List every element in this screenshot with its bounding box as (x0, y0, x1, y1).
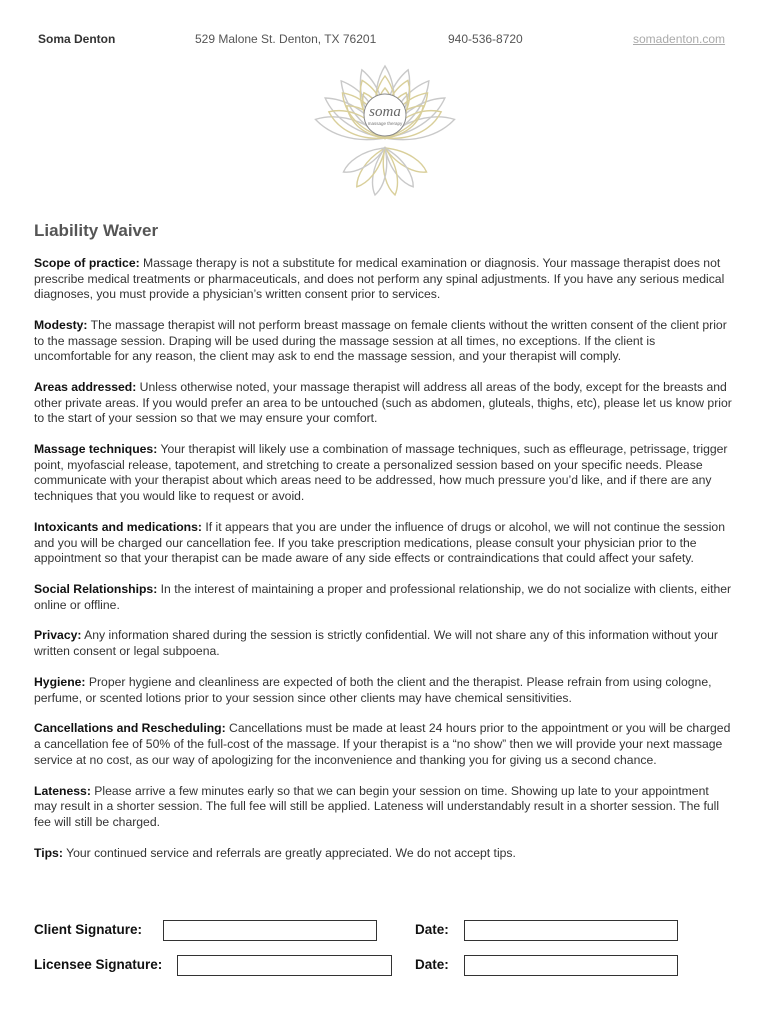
lotus-logo (295, 58, 475, 208)
section-text: Any information shared during the session is strictly confidential. We will not share any of this information without your written consent or legal subpoena. (34, 628, 718, 659)
section-privacy (34, 628, 734, 659)
section-text: Your therapist will likely use a combination of massage techniques, such as effleurage, petrissage, trigger point, myofascial release, tapotement, and stretching to create a personalized session based on your specific needs. Please communicate with your therapist about which areas need to be addressed, how much pressure you’d like, and if there are any techniques that you would like to request or avoid. (34, 442, 728, 504)
licensee-signature-field[interactable] (177, 955, 392, 976)
section-text: Please arrive a few minutes early so that we can begin your session on time. Showing up late to your appointment may result in a shorter session. The full fee will still be applied. Lateness will understandably result in a shorter session. The full fee will still be charged. (34, 783, 720, 829)
business-address: 529 Malone St. Denton, TX 76201 (195, 32, 377, 46)
licensee-signature-row (34, 955, 734, 977)
section-tips (34, 846, 734, 862)
licensee-date-field[interactable] (464, 955, 678, 976)
client-date-field[interactable] (464, 920, 678, 941)
section-modesty (34, 318, 734, 365)
section-text: Your continued service and referrals are greatly appreciated. We do not accept tips. (62, 845, 516, 860)
page-title: Liability Waiver (34, 221, 159, 240)
section-hygiene (34, 675, 734, 706)
licensee-signature-label: Licensee Signature: (34, 957, 163, 972)
section-cancellations (34, 721, 734, 768)
client-date-label: Date: (415, 922, 449, 937)
section-intoxicants (34, 520, 734, 567)
section-heading: Lateness: (34, 783, 91, 798)
waiver-sections (34, 256, 734, 876)
section-text: Massage therapy is not a substitute for medical examination or diagnosis. Your massage therapist does not prescribe medical treatments or pharmaceuticals, and does not perform any spinal adjustments. If you have any serious medical diagnoses, you must provide a physician’s written consent prior to services. (34, 256, 725, 302)
licensee-date-label: Date: (415, 957, 449, 972)
section-heading: Cancellations and Rescheduling: (34, 721, 226, 736)
section-heading: Privacy: (34, 628, 82, 643)
section-social (34, 582, 734, 613)
section-heading: Intoxicants and medications: (34, 519, 202, 534)
lotus-logo-graphic (295, 58, 475, 208)
section-heading: Tips: (34, 845, 63, 860)
section-heading: Social Relationships: (34, 581, 158, 596)
logo-tagline: massage therapy (367, 121, 403, 126)
logo-word: soma (369, 104, 401, 120)
section-text: The massage therapist will not perform breast massage on female clients without the written consent of the client prior to the massage session. Draping will be used during the massage session at all times, no exceptions. If the client is uncomfortable for any reason, the client may ask to end the massage session, and your therapist will comply. (34, 318, 727, 364)
section-text: Proper hygiene and cleanliness are expected of both the client and the therapist. Please refrain from using cologne, perfume, or scented lotions prior to your session since other clients may have chemical sensitivities. (34, 674, 712, 705)
client-signature-label: Client Signature: (34, 922, 143, 937)
client-signature-row (34, 920, 734, 942)
section-areas (34, 380, 734, 427)
section-text: If it appears that you are under the influence of drugs or alcohol, we will not continue the session and you will be charged our cancellation fee. If you take prescription medications, please consult your physician prior to the appointment so that your therapist can be made aware of any side effects or contraindications that could affect your safety. (34, 519, 725, 566)
page-header (0, 32, 770, 48)
section-text: Cancellations must be made at least 24 hours prior to the appointment or you will be charged a cancellation fee of 50% of the full-cost of the massage. If your therapist is a “no show” then we will provide your next massage service at no cost, as our way of apologizing for the inconvenience and thanking you for giving us a second chance. (34, 721, 731, 767)
section-lateness (34, 784, 734, 831)
section-techniques (34, 442, 734, 504)
section-text: In the interest of maintaining a proper and professional relationship, we do not socialize with clients, either online or offline. (34, 581, 732, 612)
section-heading: Modesty: (34, 318, 88, 333)
business-name: Soma Denton (38, 32, 116, 46)
client-signature-field[interactable] (163, 920, 377, 941)
section-heading: Scope of practice: (34, 256, 140, 270)
section-scope (34, 256, 734, 303)
section-heading: Massage techniques: (34, 442, 158, 457)
section-text: Unless otherwise noted, your massage therapist will address all areas of the body, except for the breasts and other private areas. If you would prefer an area to be untouched (such as abdomen, gluteals, thighs, etc), please let us know prior to the start of your session so that we may ensure your comfort. (34, 380, 732, 426)
section-heading: Areas addressed: (34, 380, 137, 395)
business-phone: 940-536-8720 (448, 32, 523, 46)
website-link[interactable]: somadenton.com (633, 32, 726, 46)
section-heading: Hygiene: (34, 674, 86, 689)
